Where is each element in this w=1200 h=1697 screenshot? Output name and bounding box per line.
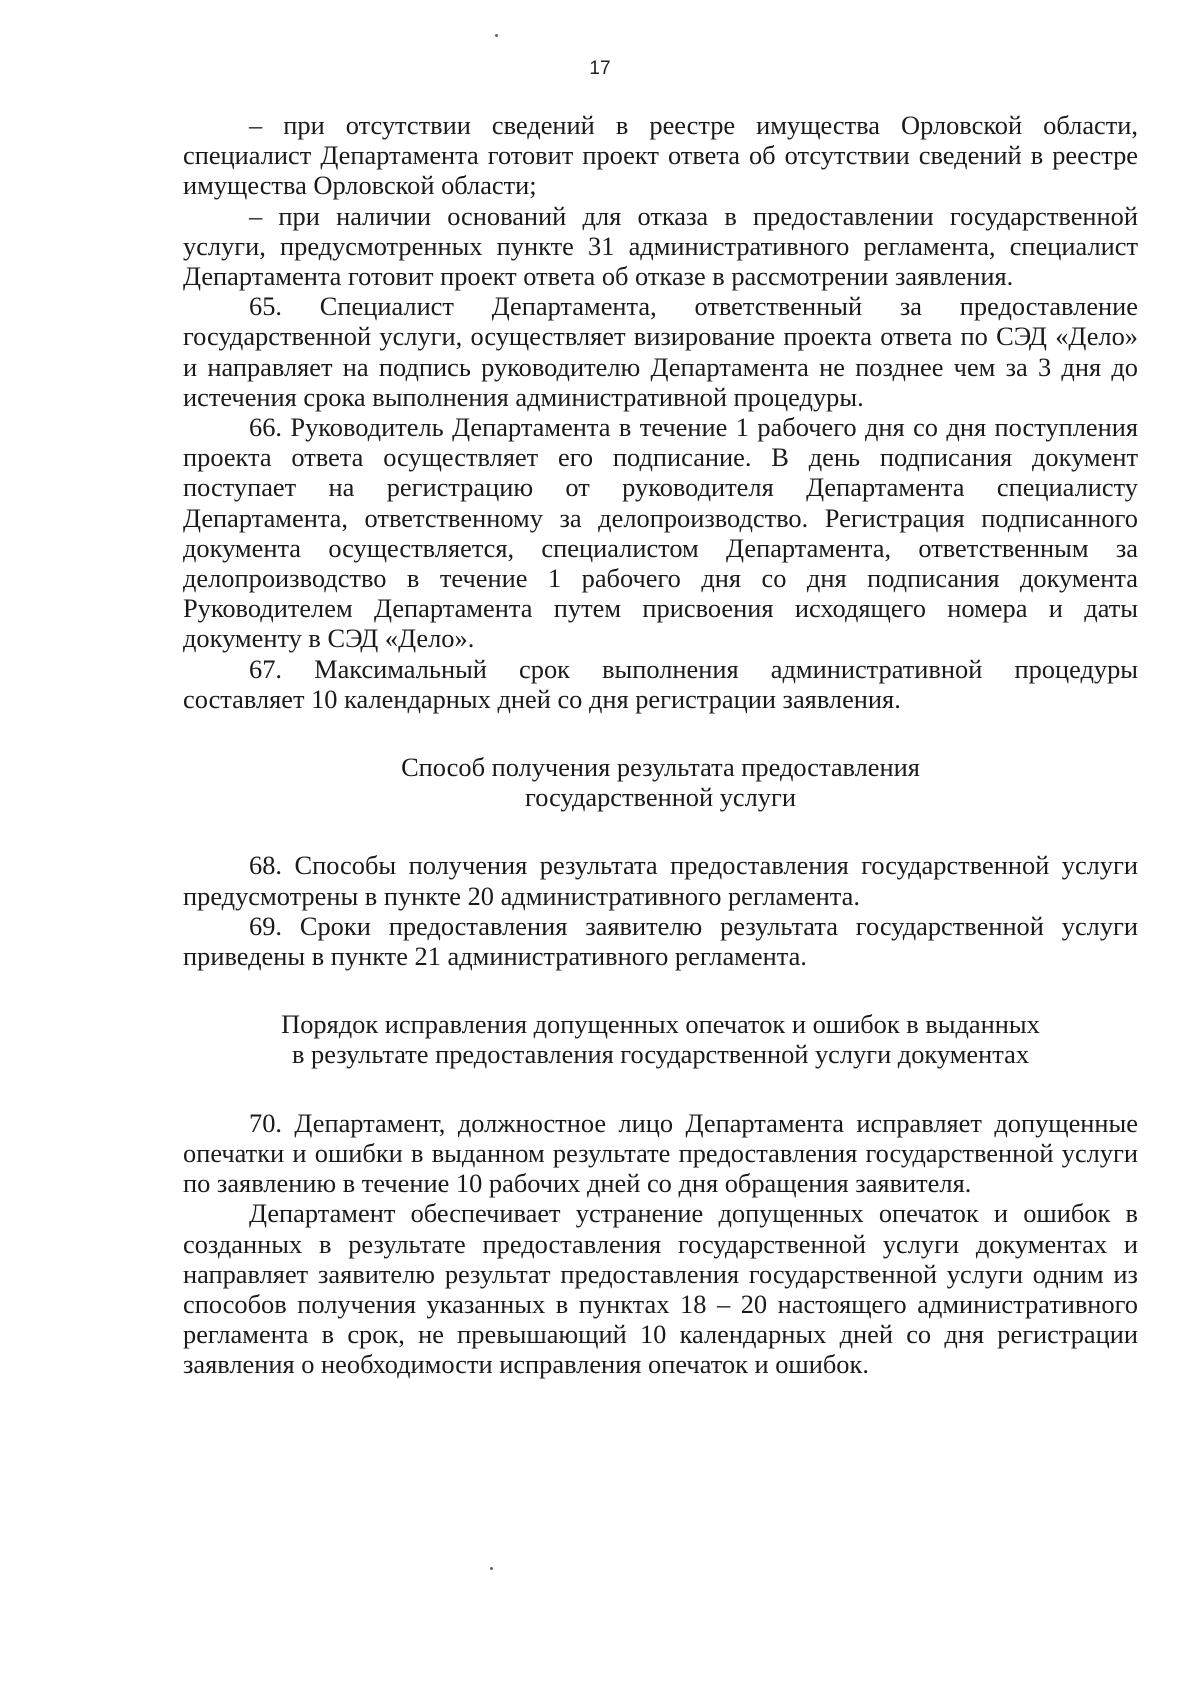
scan-speck-bottom bbox=[490, 1567, 493, 1570]
section-heading-result-method-line2: государственной услуги bbox=[525, 782, 796, 813]
scan-speck-top bbox=[495, 34, 498, 37]
paragraph-67: 67. Максимальный срок выполнения административной процедуры составляет 10 календарных дней со дня регистрации заявления. bbox=[183, 653, 1138, 714]
page-number: 17 bbox=[589, 58, 611, 79]
paragraph-69: 69. Сроки предоставления заявителю результата государственной услуги приведены в пункте 21 административного регламента. bbox=[183, 910, 1138, 972]
section-heading-result-method-line1: Способ получения результата предоставления bbox=[401, 752, 920, 783]
paragraph-refusal-grounds: – при наличии оснований для отказа в предоставлении государственной услуги, предусмотренных пункте 31 административного регламента, специалист Департамента готовит проект ответа об отказе в рассмотрении заявления. bbox=[183, 200, 1138, 292]
paragraph-65: 65. Специалист Департамента, ответственный за предоставление государственной услуги, осуществляет визирование проекта ответа по СЭД «Дело» и направляет на подпись руководителю Департамента не позднее чем за 3 дня до истечения срока выполнения административной процедуры. bbox=[183, 291, 1138, 412]
document-body bbox=[183, 110, 1138, 1380]
paragraph-correction-delivery: Департамент обеспечивает устранение допущенных опечаток и ошибок в созданных в результате предоставления государственной услуги документах и направляет заявителю результат предоставления государственной услуги одним из способов получения указанных в пунктах 18 – 20 настоящего административного регламента в срок, не превышающий 10 календарных дней со дня регистрации заявления о необходимости исправления опечаток и ошибок. bbox=[183, 1198, 1138, 1380]
paragraph-68: 68. Способы получения результата предоставления государственной услуги предусмотрены в пункте 20 административного регламента. bbox=[183, 850, 1138, 911]
section-heading-error-correction-line1: Порядок исправления допущенных опечаток и ошибок в выданных bbox=[281, 1009, 1040, 1040]
paragraph-66: 66. Руководитель Департамента в течение 1 рабочего дня со дня поступления проекта ответа осуществляет его подписание. В день подписания документ поступает на регистрацию от руководителя Департамента специалисту Департамента, ответственному за делопроизводство. Регистрация подписанного документа осуществляется, специалистом Департамента, ответственным за делопроизводство в течение 1 рабочего дня со дня подписания документа Руководителем Департамента путем присвоения исходящего номера и даты документу в СЭД «Дело». bbox=[183, 412, 1138, 654]
section-heading-error-correction bbox=[183, 1009, 1138, 1069]
section-heading-error-correction-line2: в результате предоставления государственной услуги документах bbox=[291, 1039, 1030, 1070]
paragraph-no-records: – при отсутствии сведений в реестре имущества Орловской области, специалист Департамента готовит проект ответа об отсутствии сведений в реестре имущества Орловской области; bbox=[183, 110, 1138, 201]
section-heading-result-method bbox=[183, 752, 1138, 812]
paragraph-70: 70. Департамент, должностное лицо Департамента исправляет допущенные опечатки и ошибки в выданном результате предоставления государственной услуги по заявлению в течение 10 рабочих дней со дня обращения заявителя. bbox=[183, 1107, 1138, 1199]
